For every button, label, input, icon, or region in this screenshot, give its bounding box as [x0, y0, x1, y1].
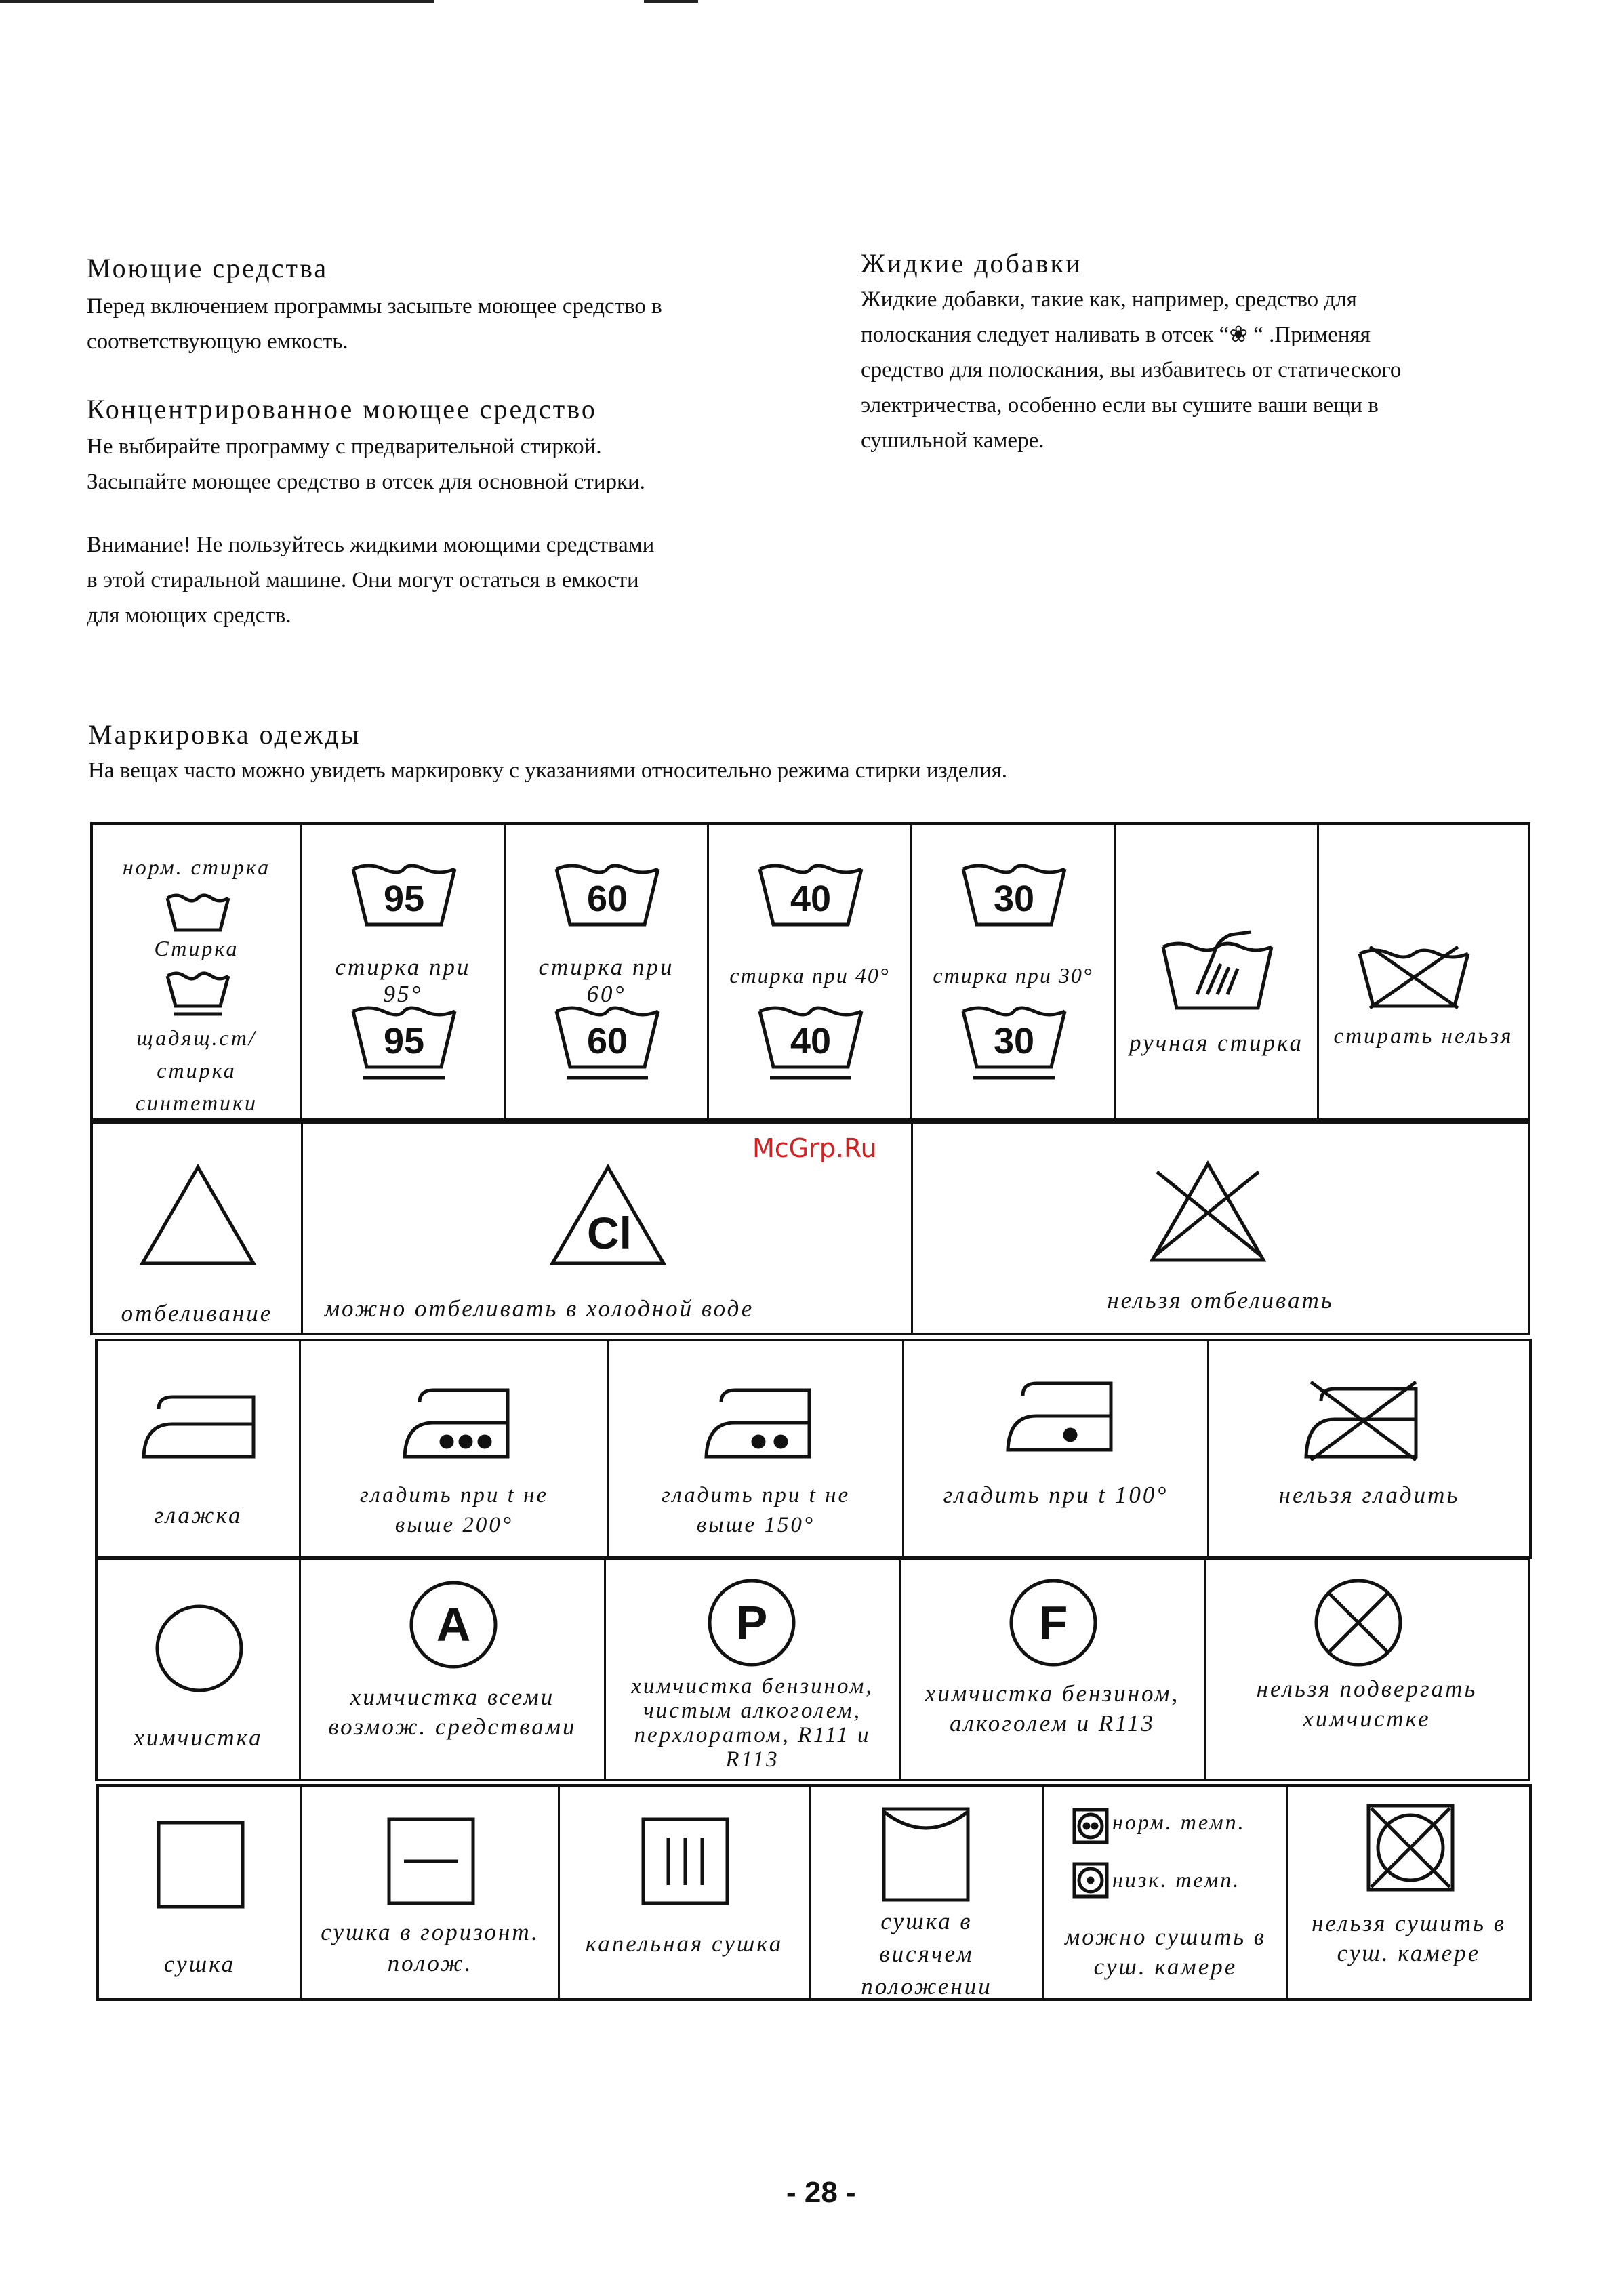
warning-line-2: в этой стиральной машине. Они могут остаться в емкости	[87, 568, 639, 592]
wash-table	[90, 822, 1530, 1124]
wash-temp-cell-0	[302, 825, 506, 1121]
dry-table	[96, 1784, 1532, 2001]
wash-tub-temp-icon	[756, 862, 865, 930]
dry-tumble-cell	[1044, 1787, 1288, 1998]
wash-tub-gentle-temp-icon	[960, 1005, 1068, 1086]
dry-square-icon	[153, 1817, 248, 1912]
dry-clean-p-icon	[704, 1575, 799, 1670]
liquid-title: Жидкие добавки	[861, 248, 1082, 279]
dry-clean-a-symbol: A	[436, 1598, 471, 1651]
liquid-line-1: Жидкие добавки, такие как, например, средство для	[861, 287, 1357, 312]
dry-clean-p-caption: химчистка бензином, чистым алкоголем, перхлоратом, R111 и R113	[631, 1674, 874, 1772]
dry-tumble-caption: можно сушить в суш. камере	[1064, 1924, 1267, 1980]
liquid-line-3: средство для полоскания, вы избавитесь от статического	[861, 358, 1402, 382]
top-rule-right	[644, 0, 698, 3]
wash-label: Стирка	[154, 936, 239, 960]
no-tumble-dry-icon	[1363, 1800, 1458, 1895]
wash-hand-caption: ручная стирка	[1129, 1030, 1303, 1056]
wash-temp-caption-1: стирка при 60°	[538, 954, 674, 1007]
detergents-line-1: Перед включением программы засыпьте моющее средство в	[87, 294, 662, 319]
wash-tub-gentle-temp-icon	[350, 1005, 458, 1086]
bleach-cell	[93, 1121, 303, 1333]
iron-table	[95, 1339, 1532, 1559]
bleach-cl-symbol: Cl	[587, 1208, 632, 1258]
wash-temp-top-1: 60	[586, 878, 628, 919]
wash-temp-cell-3	[912, 825, 1116, 1121]
concentrated-line-1: Не выбирайте программу с предварительной стиркой.	[87, 434, 602, 459]
wash-no-caption: стирать нельзя	[1333, 1024, 1514, 1049]
wash-normal-label: норм. стирка	[122, 855, 271, 879]
line-dry-icon	[878, 1804, 973, 1905]
iron-no-caption: нельзя гладить	[1278, 1482, 1460, 1508]
top-rule-left	[0, 0, 434, 3]
tumble-normal-icon	[1072, 1807, 1110, 1845]
no-iron-icon	[1301, 1375, 1423, 1463]
wash-tub-temp-icon	[960, 862, 1068, 930]
wash-temp-caption-0: стирка при 95°	[335, 954, 471, 1007]
dry-flat-caption: сушка в горизонт. полож.	[321, 1919, 540, 1976]
marking-title: Маркировка одежды	[88, 719, 361, 750]
wash-temp-top-2: 40	[790, 878, 832, 919]
dry-clean-f-symbol: F	[1038, 1596, 1068, 1649]
no-dry-clean-icon	[1311, 1575, 1406, 1670]
bleach-cl-triangle-icon	[547, 1162, 669, 1270]
dry-clean-p-cell	[606, 1560, 901, 1779]
dry-clean-f-icon	[1006, 1575, 1101, 1670]
dry-low-temp-label: низк. темп.	[1112, 1867, 1241, 1892]
wash-temp-top-3: 30	[993, 878, 1035, 919]
concentrated-line-2: Засыпайте моющее средство в отсек для основной стирки.	[87, 470, 645, 494]
wash-temp-bottom-3: 30	[993, 1021, 1035, 1061]
wash-tub-gentle-temp-icon	[553, 1005, 662, 1086]
dry-no-tumble-cell	[1288, 1787, 1529, 1998]
dry-clean-cell	[98, 1560, 301, 1779]
warning-line-1: Внимание! Не пользуйтесь жидкими моющими средствами	[87, 533, 655, 557]
dry-clean-f-cell	[901, 1560, 1206, 1779]
dry-clean-a-icon	[406, 1577, 501, 1672]
wash-tub-gentle-temp-icon	[756, 1005, 865, 1086]
dry-clean-caption: химчистка	[134, 1724, 263, 1751]
bleach-no-caption: нельзя отбеливать	[1107, 1287, 1334, 1314]
dry-flat-icon	[384, 1814, 479, 1909]
wash-gentle-tub-icon	[164, 971, 232, 1018]
dry-flat-cell	[302, 1787, 560, 1998]
bleach-caption: отбеливание	[121, 1300, 273, 1326]
dry-caption: сушка	[163, 1951, 236, 1977]
dry-clean-circle-icon	[152, 1601, 247, 1696]
warning-line-3: для моющих средств.	[87, 603, 291, 628]
iron-cell	[98, 1341, 301, 1556]
iron-200-caption: гладить при t не выше 200°	[359, 1483, 549, 1537]
marking-intro: На вещах часто можно увидеть маркировку с указаниями относительно режима стирки изделия.	[88, 758, 1008, 783]
wash-temp-caption-2: стирка при 40°	[729, 963, 890, 988]
wash-temp-top-0: 95	[383, 878, 425, 919]
dry-drip-cell	[560, 1787, 811, 1998]
dry-clean-no-caption: нельзя подвергать химчистке	[1256, 1676, 1478, 1732]
dry-clean-f-caption: химчистка бензином, алкоголем и R113	[925, 1680, 1180, 1737]
dry-cell	[99, 1787, 302, 1998]
dry-hang-caption: сушка в висячем положении	[861, 1908, 992, 2000]
wash-hand-cell	[1116, 825, 1319, 1121]
liquid-line-2: полоскания следует наливать в отсек “❀ “ .Применяя	[861, 323, 1371, 347]
detergents-line-2: соответствующую емкость.	[87, 329, 348, 354]
iron-two-dots-icon	[701, 1382, 816, 1463]
wash-temp-caption-3: стирка при 30°	[933, 963, 1093, 988]
wash-tub-temp-icon	[350, 862, 458, 930]
iron-100-caption: гладить при t 100°	[943, 1482, 1169, 1508]
bleach-triangle-icon	[137, 1162, 259, 1270]
dry-clean-a-caption: химчистка всеми возмож. средствами	[328, 1684, 577, 1740]
dry-clean-a-cell	[301, 1560, 606, 1779]
tumble-low-icon	[1072, 1861, 1110, 1899]
iron-caption: глажка	[154, 1502, 243, 1528]
bleach-no-cell	[913, 1121, 1528, 1333]
dry-clean-no-cell	[1206, 1560, 1528, 1779]
wash-temp-cell-1	[506, 825, 709, 1121]
wash-no-cell	[1319, 825, 1528, 1121]
wash-temp-bottom-2: 40	[790, 1021, 832, 1061]
wash-temp-cell-2	[709, 825, 912, 1121]
wash-cell-generic	[93, 825, 302, 1121]
wash-temp-bottom-1: 60	[586, 1021, 628, 1061]
wash-tub-temp-icon	[553, 862, 662, 930]
page-number: - 28 -	[786, 2176, 856, 2209]
iron-one-dot-icon	[1002, 1375, 1118, 1457]
no-bleach-icon	[1147, 1158, 1269, 1267]
hand-wash-icon	[1160, 927, 1275, 1015]
concentrated-title: Концентрированное моющее средство	[87, 394, 597, 424]
iron-no-cell	[1209, 1341, 1529, 1556]
dry-no-tumble-caption: нельзя сушить в суш. камере	[1312, 1910, 1506, 1966]
dry-clean-table	[95, 1558, 1530, 1781]
iron-icon	[138, 1389, 260, 1463]
iron-200-cell	[301, 1341, 609, 1556]
drip-dry-icon	[638, 1814, 733, 1909]
bleach-cold-caption: можно отбеливать в холодной воде	[324, 1295, 754, 1322]
dry-drip-caption: капельная сушка	[585, 1930, 784, 1957]
liquid-line-4: электричества, особенно если вы сушите ваши вещи в	[861, 393, 1379, 418]
dry-clean-p-symbol: P	[735, 1596, 768, 1649]
wash-temp-bottom-0: 95	[383, 1021, 425, 1061]
wash-tub-icon	[164, 893, 232, 933]
dry-hang-cell	[811, 1787, 1044, 1998]
iron-150-caption: гладить при t не выше 150°	[661, 1483, 851, 1537]
no-wash-icon	[1356, 943, 1471, 1011]
iron-100-cell	[904, 1341, 1209, 1556]
watermark: McGrp.Ru	[752, 1133, 877, 1163]
wash-gentle-label: щадящ.ст/стирка синтетики	[135, 1026, 258, 1115]
liquid-line-5: сушильной камере.	[861, 428, 1044, 453]
iron-three-dots-icon	[399, 1382, 514, 1463]
dry-norm-temp-label: норм. темп.	[1112, 1810, 1246, 1834]
iron-150-cell	[609, 1341, 904, 1556]
detergents-title: Моющие средства	[87, 253, 329, 283]
